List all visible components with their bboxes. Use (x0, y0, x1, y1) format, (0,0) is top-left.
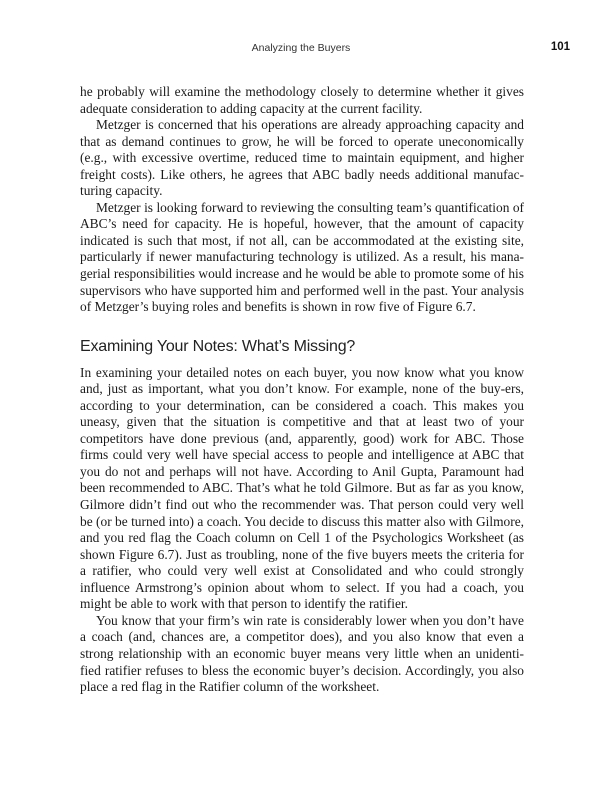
paragraph: You know that your firm’s win rate is considerably lower when you don’t have a coach (and, chances are, a competitor does), and you also know that even a strong relationship with an economic buyer means very little when an unidenti-fied ratifier refuses to bless the economic buyer’s decision. Accordingly, you also place a red flag in the Ratifier column of the worksheet. (80, 612, 524, 695)
section-heading: Examining Your Notes: What’s Missing? (80, 337, 356, 355)
page-number: 101 (550, 41, 570, 53)
body-text (80, 84, 524, 696)
paragraph: Metzger is looking forward to reviewing the consulting team’s quantification of ABC’s need for capacity. He is hopeful, however, that the amount of capacity indicated is such that most, if not all, can be accommodated at the existing site, particularly if newer manufacturing technology is utilized. As a result, his mana-gerial responsibilities would increase and he would be able to promote some of his supervisors who have supported him and performed well in the past. Your analysis of Metzger’s buying roles and benefits is shown in row five of Figure 6.7. (80, 199, 524, 315)
paragraph: Metzger is concerned that his operations are already approaching capacity and that as demand continues to grow, he will be forced to operate uneconomically (e.g., with excessive overtime, reduced time to maintain equipment, and higher freight costs). Like others, he agrees that ABC badly needs additional manufac-turing capacity. (80, 117, 524, 199)
running-title: Analyzing the Buyers (251, 42, 351, 54)
paragraph: he probably will examine the methodology closely to determine whether it gives adequate consideration to adding capacity at the current facility. (80, 84, 524, 116)
paragraph: In examining your detailed notes on each buyer, you now know what you know and, just as important, what you don’t know. For example, none of the buy-ers, according to your determination, can be considered a coach. This makes you uneasy, given that the situation is competitive and that at least two of your competitors have done previous (and, apparently, good) work for ABC. Those firms could very well have special access to people and intelligence at ABC that you do not and perhaps will not have. According to Anil Gupta, Paramount had been recommended to ABC. That’s what he told Gilmore. But as far as you know, Gilmore didn’t find out who the recommender was. That person could very well be (or be turned into) a coach. You decide to discuss this matter also with Gilmore, and you red flag the Coach column on Cell 1 of the Psychologics Worksheet (as shown Figure 6.7). Just as troubling, none of the five buyers meets the criteria for a ratifier, who could very well exist at Consolidated and who could strongly influence Armstrong’s opinion about whom to select. If you had a coach, you might be able to work with that person to identify the ratifier. (80, 364, 524, 612)
